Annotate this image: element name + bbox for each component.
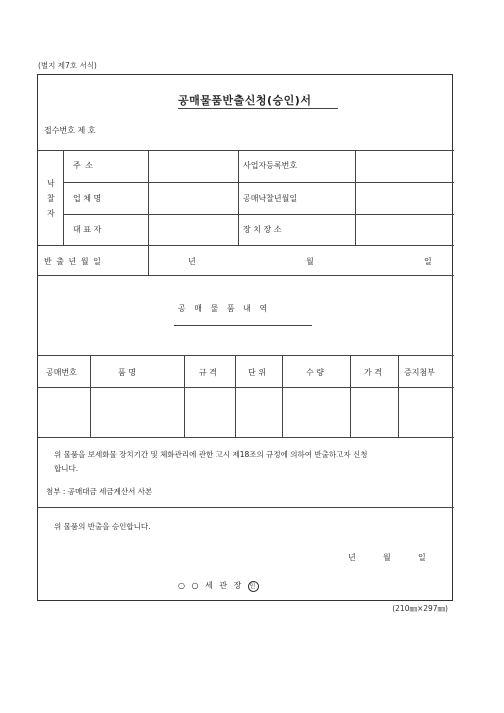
release-month: 월 xyxy=(306,257,314,266)
items-title-underline xyxy=(174,325,312,326)
bidder-vline-2 xyxy=(148,150,149,245)
items-col-line-2 xyxy=(184,355,185,437)
items-table-header-line xyxy=(38,387,454,388)
col-spec: 규 격 xyxy=(199,368,217,377)
receipt-number: 접수번호 제 호 xyxy=(44,126,96,135)
business-number-label: 사업자등록번호 xyxy=(243,161,298,170)
form-title: 공매물품반출신청(승인)서 xyxy=(178,94,312,107)
bidder-bottom-line xyxy=(38,245,454,246)
bidder-vline-1 xyxy=(63,150,64,245)
bidder-vline-4 xyxy=(355,150,356,245)
request-bottom-line xyxy=(38,507,454,508)
auction-release-form xyxy=(37,74,453,601)
col-quantity: 수 량 xyxy=(306,368,324,377)
col-price: 가 격 xyxy=(364,368,382,377)
approval-month: 월 xyxy=(383,553,391,562)
items-table-top xyxy=(38,355,454,356)
items-col-line-1 xyxy=(90,355,91,437)
bidder-label-char-1: 낙 xyxy=(47,179,55,188)
storage-location-label: 장 치 장 소 xyxy=(243,225,282,234)
release-date-vline xyxy=(148,245,149,275)
approval-year: 년 xyxy=(348,553,356,562)
release-date-bottom-line xyxy=(38,275,454,276)
items-col-line-5 xyxy=(350,355,351,437)
items-col-line-3 xyxy=(235,355,236,437)
approval-statement: 위 물품의 반출을 승인합니다. xyxy=(54,522,151,531)
customs-chief-title: ○ ○ 세 관 장 xyxy=(178,581,244,590)
address-label: 주 소 xyxy=(73,161,94,170)
items-col-line-6 xyxy=(398,355,399,437)
form-number-label: (별지 제7호 서식) xyxy=(38,61,97,70)
col-stamp-attached: 증지첨부 xyxy=(404,368,435,377)
paper-size-note: (210㎜×297㎜) xyxy=(392,604,448,613)
bidder-label-char-2: 찰 xyxy=(47,194,55,203)
auction-date-label: 공매낙찰년월일 xyxy=(243,194,298,203)
bidder-label-char-3: 자 xyxy=(47,209,55,218)
bidder-vline-3 xyxy=(238,150,239,245)
items-section-title: 공 매 물 품 내 역 xyxy=(178,304,271,313)
release-day: 일 xyxy=(424,257,432,266)
col-item-name: 품 명 xyxy=(118,368,136,377)
company-label: 업 체 명 xyxy=(73,194,102,203)
col-unit: 단 위 xyxy=(248,368,266,377)
representative-label: 대 표 자 xyxy=(73,225,102,234)
seal-stamp-icon: 인 xyxy=(249,583,258,590)
release-year: 년 xyxy=(188,257,196,266)
request-statement: 위 물품을 보세화물 장치기간 및 체화관리에 관한 고시 제18조의 규정에 의하여 반출하고자 신청 xyxy=(54,450,368,459)
approval-day: 일 xyxy=(418,553,426,562)
release-date-label: 반 출 년 월 일 xyxy=(44,257,102,266)
items-col-line-4 xyxy=(282,355,283,437)
items-table-bottom xyxy=(38,437,454,438)
bidder-top-line xyxy=(38,150,454,151)
col-auction-no: 공매번호 xyxy=(46,368,77,377)
request-statement-cont: 합니다. xyxy=(54,464,79,473)
title-underline xyxy=(178,108,338,109)
bidder-row-line-1 xyxy=(63,182,454,183)
customs-chief-signature xyxy=(178,580,259,592)
bidder-row-line-2 xyxy=(63,214,454,215)
attachment-note: 첨부 : 공매대금 세금계산서 사본 xyxy=(46,487,153,496)
